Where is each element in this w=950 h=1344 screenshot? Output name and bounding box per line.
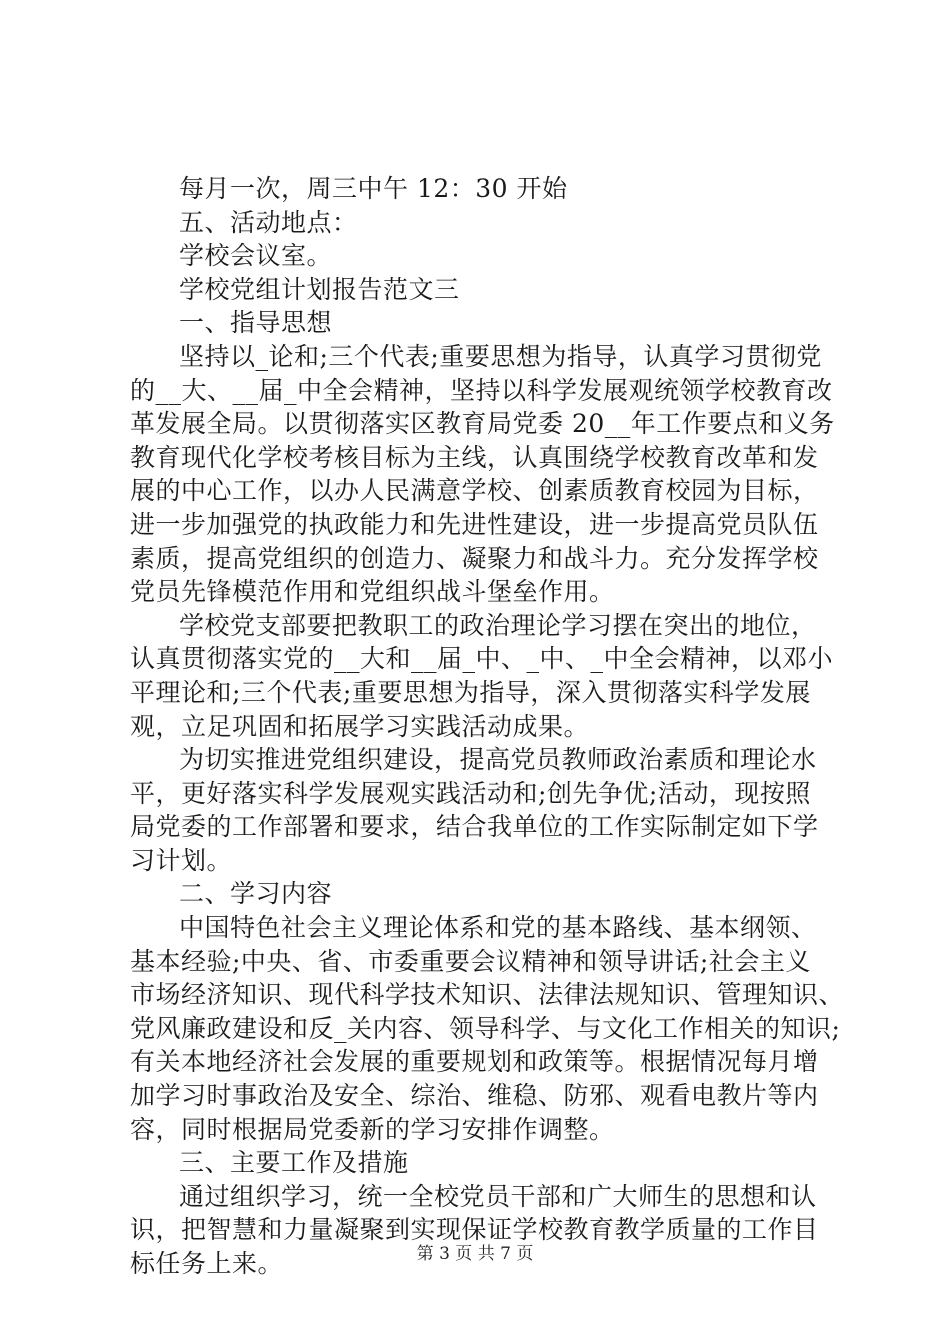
text-line: 每月一次，周三中午 12：30 开始 xyxy=(179,174,568,203)
paragraph-line: 平，更好落实科学发展观实践活动和;创先争优;活动，现按照 xyxy=(130,778,811,808)
paragraph-line: 中国特色社会主义理论体系和党的基本路线、基本纲领、 xyxy=(179,913,817,943)
paragraph-line: 标任务上来。 xyxy=(130,1249,284,1278)
paragraph-line: 认真贯彻落实党的__大和__届_中、_中、_中全会精神，以邓小 xyxy=(130,644,834,674)
paragraph-line: 局党委的工作部署和要求，结合我单位的工作实际制定如下学 xyxy=(130,812,819,842)
paragraph-line: 市场经济知识、现代科学技术知识、法律法规知识、管理知识、 xyxy=(130,980,845,1010)
section-heading: 一、指导思想 xyxy=(179,308,333,338)
paragraph-line: 平理论和;三个代表;重要思想为指导，深入贯彻落实科学发展 xyxy=(130,677,811,707)
paragraph-line: 习计划。 xyxy=(130,845,233,875)
paragraph-line: 为切实推进党组织建设，提高党员教师政治素质和理论水 xyxy=(179,745,817,775)
paragraph-line: 通过组织学习，统一全校党员干部和广大师生的思想和认 xyxy=(179,1181,817,1211)
section-heading: 五、活动地点： xyxy=(179,207,358,237)
paragraph-line: 教育现代化学校考核目标为主线，认真围绕学校教育改革和发 xyxy=(130,442,819,472)
paragraph-line: 学校党支部要把教职工的政治理论学习摆在突出的地位， xyxy=(179,610,817,640)
paragraph-line: 素质，提高党组织的创造力、凝聚力和战斗力。充分发挥学校 xyxy=(130,543,819,573)
page-number-footer: 第 3 页 共 7 页 xyxy=(416,1244,534,1264)
section-heading: 二、学习内容 xyxy=(179,879,333,909)
paragraph-line: 基本经验;中央、省、市委重要会议精神和领导讲话;社会主义 xyxy=(130,946,811,976)
paragraph-line: 展的中心工作，以办人民满意学校、创素质教育校园为目标， xyxy=(130,476,819,506)
paragraph-line: 坚持以_论和;三个代表;重要思想为指导，认真学习贯彻党 xyxy=(179,341,822,371)
paragraph-line: 革发展全局。以贯彻落实区教育局党委 20__年工作要点和义务 xyxy=(130,409,835,439)
text-line: 学校会议室。 xyxy=(179,241,333,271)
paragraph-line: 观，立足巩固和拓展学习实践活动成果。 xyxy=(130,711,590,741)
paragraph-line: 的__大、__届_中全会精神，坚持以科学发展观统领学校教育改 xyxy=(130,375,833,405)
paragraph-line: 加学习时事政治及安全、综治、维稳、防邪、观看电教片等内 xyxy=(130,1081,819,1111)
paragraph-line: 进一步加强党的执政能力和先进性建设，进一步提高党员队伍 xyxy=(130,509,819,539)
article-title: 学校党组计划报告范文三 xyxy=(179,274,460,304)
document-body xyxy=(130,172,845,1281)
section-heading: 三、主要工作及措施 xyxy=(179,1148,409,1178)
paragraph-line: 党员先锋模范作用和党组织战斗堡垒作用。 xyxy=(130,577,615,607)
paragraph-line: 有关本地经济社会发展的重要规划和政策等。根据情况每月增 xyxy=(130,1047,819,1077)
paragraph-line: 识，把智慧和力量凝聚到实现保证学校教育教学质量的工作目 xyxy=(130,1215,819,1245)
paragraph-line: 党风廉政建设和反_关内容、领导科学、与文化工作相关的知识; xyxy=(130,1013,841,1043)
paragraph-line: 容，同时根据局党委新的学习安排作调整。 xyxy=(130,1114,615,1144)
